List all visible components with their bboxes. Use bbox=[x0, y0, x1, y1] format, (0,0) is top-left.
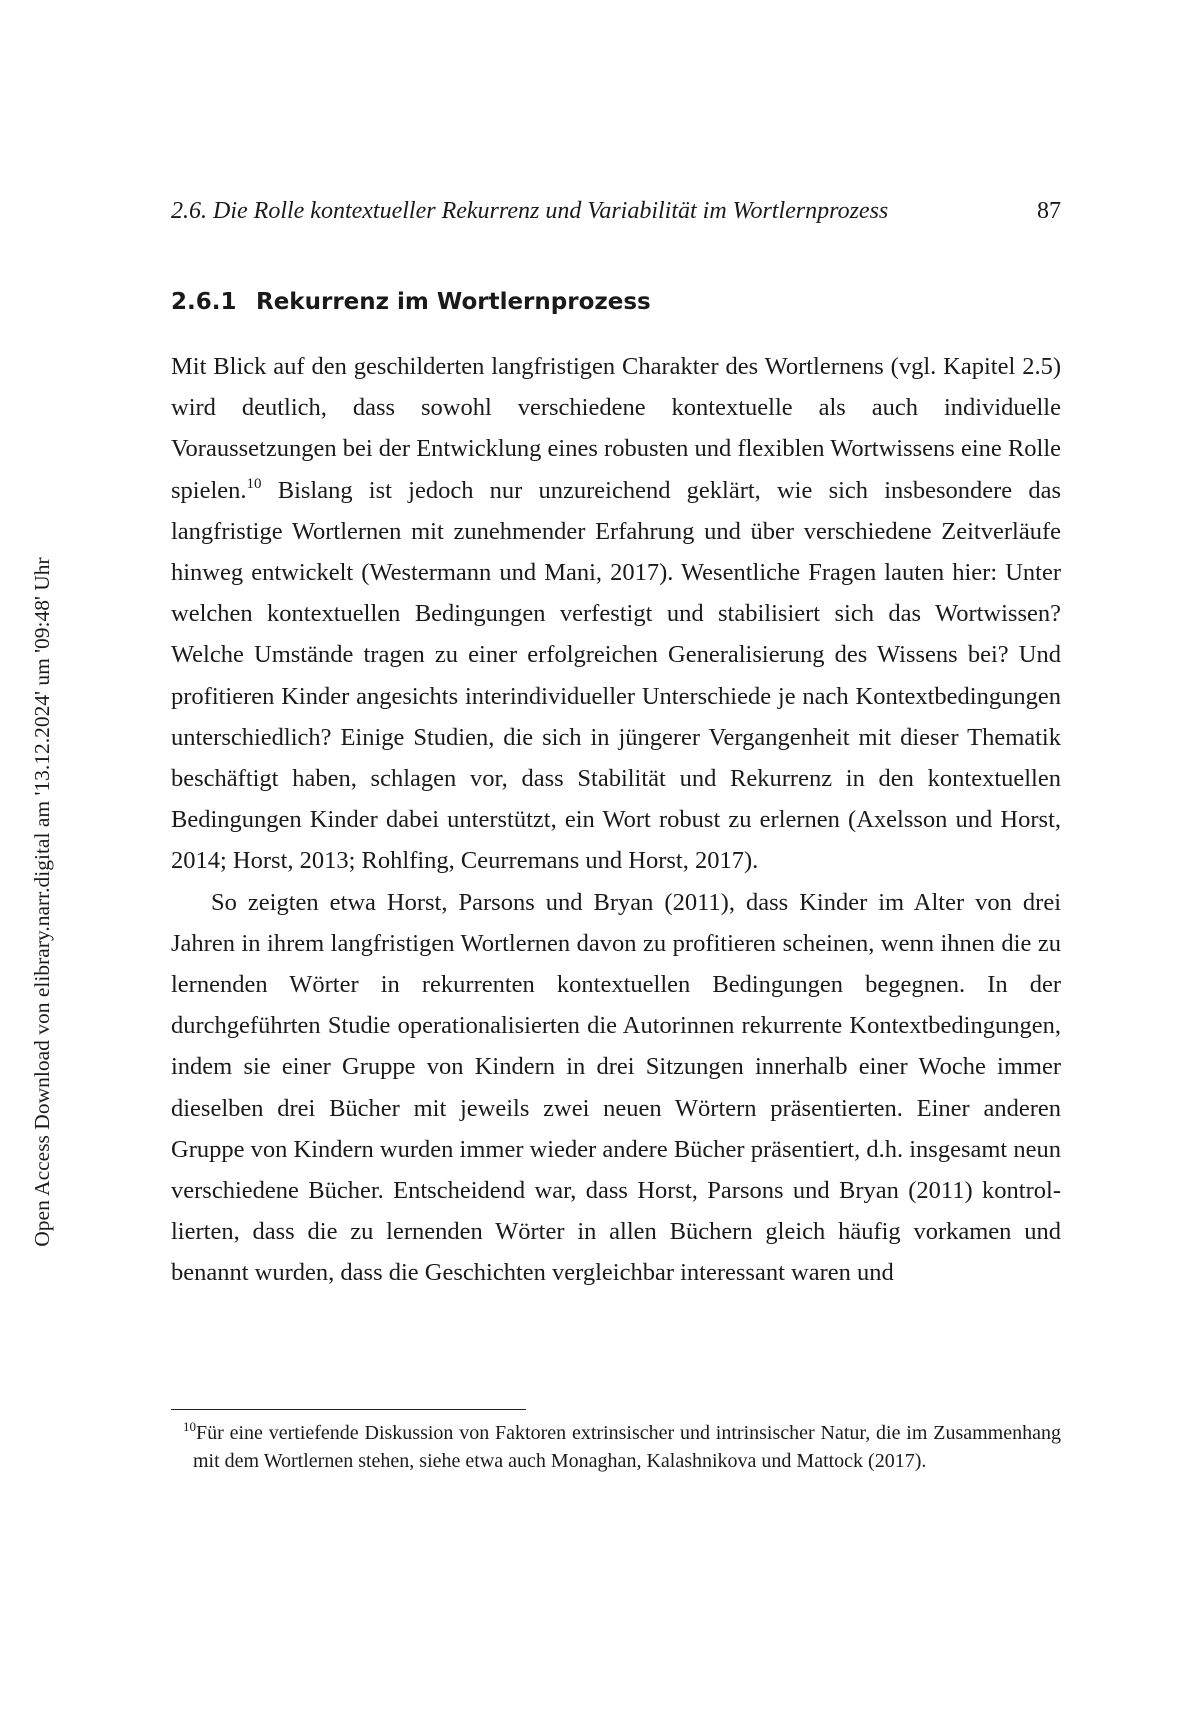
footnote bbox=[171, 1419, 1061, 1475]
section-heading bbox=[171, 287, 651, 317]
paragraph-1 bbox=[171, 346, 1061, 882]
footnote-text: Für eine vertiefende Diskussion von Faktoren extrinsischer und intrinsischer Natur, die im Zusammenhang mit dem Wortlernen stehen, siehe etwa auch Monaghan, Kalashnikova und Mattock (2017). bbox=[193, 1422, 1061, 1472]
paragraph-1-part-2: Bislang ist jedoch nur unzureichend geklärt, wie sich insbesondere das langfristige Wortlernen mit zunehmender Erfahrung und über verschiedene Zeitverläufe hinweg entwickelt (Westermann und Mani, 2017). Wesentliche Fragen lauten hier: Unter welchen kontextuellen Bedingungen verfestigt und stabilisiert sich das Wortwissen? Welche Umstände tragen zu einer erfolgreichen Generalisierung des Wissens bei? Und profitieren Kinder angesichts interindividueller Unterschiede je nach Kontextbedingungen unterschiedlich? Einige Studien, die sich in jüngerer Vergangenheit mit dieser Thematik beschäftigt haben, schlagen vor, dass Stabilität und Rekurrenz in den kontextuellen Bedingungen Kinder dabei unterstützt, ein Wort robust zu erlernen (Axelsson und Horst, 2014; Horst, 2013; Rohlfing, Ceurremans und Horst, 2017). bbox=[171, 476, 1061, 875]
footnote-body bbox=[171, 1419, 1061, 1475]
page-number: 87 bbox=[1037, 198, 1061, 224]
footnote-number: 10 bbox=[183, 1419, 196, 1434]
section-number: 2.6.1 bbox=[171, 289, 237, 315]
download-watermark: Open Access Download von elibrary.narr.digital am '13.12.2024' um '09:48' Uhr bbox=[30, 557, 54, 1247]
body-text bbox=[171, 346, 1061, 1294]
footnote-reference[interactable]: 10 bbox=[246, 475, 262, 492]
paragraph-2: So zeigten etwa Horst, Parsons und Bryan (2011), dass Kinder im Alter von drei Jahren in ihrem langfristigen Wortlernen davon zu profitieren scheinen, wenn ihnen die zu lernenden Wörter in rekurrenten kontextuellen Bedingungen begegnen. In der durchgeführten Studie operationalisierten die Autorinnen rekurrente Kontextbedingungen, indem sie einer Gruppe von Kindern in drei Sitzungen innerhalb einer Woche immer dieselben drei Bücher mit jeweils zwei neuen Wörtern präsentierten. Einer anderen Gruppe von Kindern wurden immer wieder andere Bücher präsentiert, d.h. insgesamt neun verschiedene Bücher. Entscheidend war, dass Horst, Parsons und Bryan (2011) kontrollierten, dass die zu lernenden Wörter in allen Büchern gleich häufig vorkamen und benannt wurden, dass die Geschichten vergleichbar interessant waren und bbox=[171, 888, 1061, 1287]
paragraph-1-part-1: Mit Blick auf den geschilderten langfristigen Charakter des Wortlernens (vgl. Kapitel 2.5) wird deutlich, dass sowohl verschiedene kontextuelle als auch individuelle Voraussetzungen bei der Entwicklung eines robusten und flexiblen Wortwissens eine Rolle spielen. bbox=[171, 353, 1061, 504]
running-header bbox=[171, 196, 1061, 226]
footnote-divider bbox=[171, 1409, 526, 1410]
running-title: 2.6. Die Rolle kontextueller Rekurrenz und Variabilität im Wortlernprozess bbox=[171, 198, 889, 224]
section-title: Rekurrenz im Wortlernprozess bbox=[256, 289, 651, 315]
